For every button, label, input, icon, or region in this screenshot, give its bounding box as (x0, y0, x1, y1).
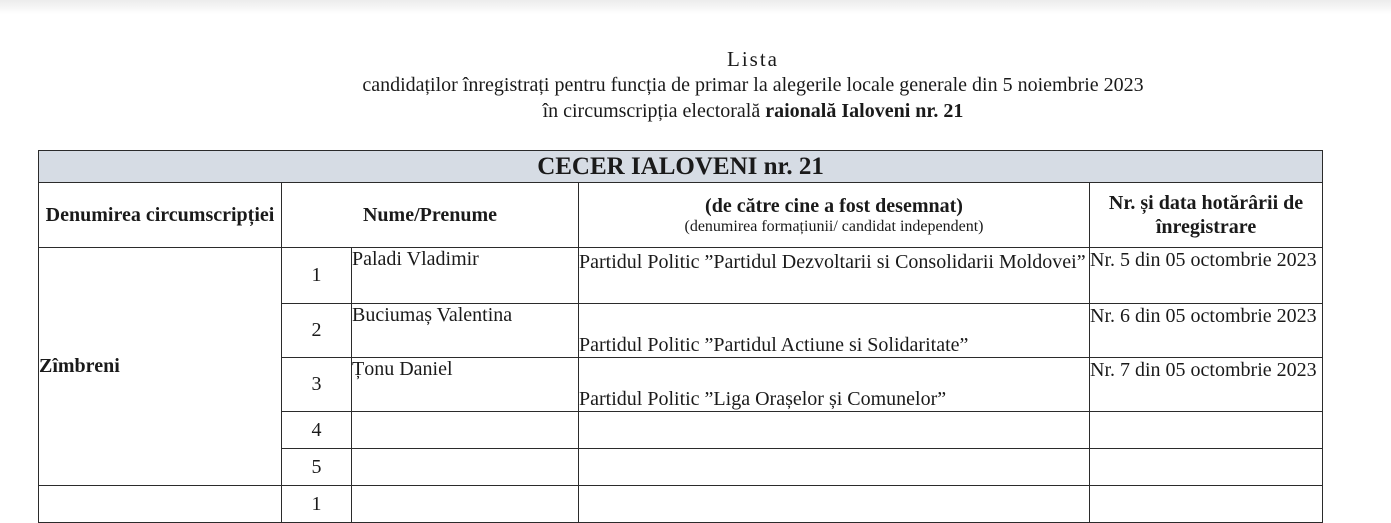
header-circumscription: Denumirea circumscripției (39, 183, 282, 248)
document-heading (0, 46, 1391, 124)
candidate-name: Paladi Vladimir (352, 248, 579, 304)
registration-decision (1090, 486, 1323, 523)
candidate-party (579, 412, 1090, 449)
title-line-2: candidaților înregistrați pentru funcția de primar la alegerile locale generale din 5 noiembrie 2023 (362, 74, 1144, 96)
title-line-3-bold: raională Ialoveni nr. 21 (765, 100, 964, 122)
registration-decision (1090, 412, 1323, 449)
candidate-party: Partidul Politic ”Liga Orașelor și Comunelor” (579, 358, 1090, 412)
candidate-party (579, 486, 1090, 523)
candidate-party: Partidul Politic ”Partidul Dezvoltarii si Consolidarii Moldovei” (579, 248, 1090, 304)
row-number: 1 (282, 248, 352, 304)
title-line-3-prefix: în circumscripția electorală (542, 100, 766, 122)
registration-decision: Nr. 6 din 05 octombrie 2023 (1090, 304, 1323, 358)
circumscription-cell (39, 486, 282, 523)
header-nominated-by-sub: (denumirea formațiunii/ candidat independent) (684, 218, 984, 235)
row-number: 1 (282, 486, 352, 523)
cecer-title: CECER IALOVENI nr. 21 (39, 151, 1323, 183)
candidate-name (352, 486, 579, 523)
table-row (39, 248, 1323, 304)
title-line-1: Lista (727, 47, 779, 71)
registration-decision (1090, 449, 1323, 486)
table-row (39, 486, 1323, 523)
header-nominated-by (579, 183, 1090, 248)
candidate-name: Țonu Daniel (352, 358, 579, 412)
candidates-table (38, 150, 1323, 523)
title-line-3 (0, 98, 1391, 124)
row-number: 2 (282, 304, 352, 358)
header-name: Nume/Prenume (282, 183, 579, 248)
circumscription-cell: Zîmbreni (39, 248, 282, 486)
candidate-name (352, 412, 579, 449)
header-nominated-by-main: (de către cine a fost desemnat) (705, 195, 963, 217)
candidate-name (352, 449, 579, 486)
row-number: 5 (282, 449, 352, 486)
registration-decision: Nr. 7 din 05 octombrie 2023 (1090, 358, 1323, 412)
registration-decision: Nr. 5 din 05 octombrie 2023 (1090, 248, 1323, 304)
candidate-party: Partidul Politic ”Partidul Actiune si Solidaritate” (579, 304, 1090, 358)
candidate-party (579, 449, 1090, 486)
viewer-top-edge (0, 0, 1391, 14)
candidate-name: Buciumaș Valentina (352, 304, 579, 358)
row-number: 4 (282, 412, 352, 449)
header-decision: Nr. și data hotărârii de înregistrare (1090, 183, 1323, 248)
row-number: 3 (282, 358, 352, 412)
